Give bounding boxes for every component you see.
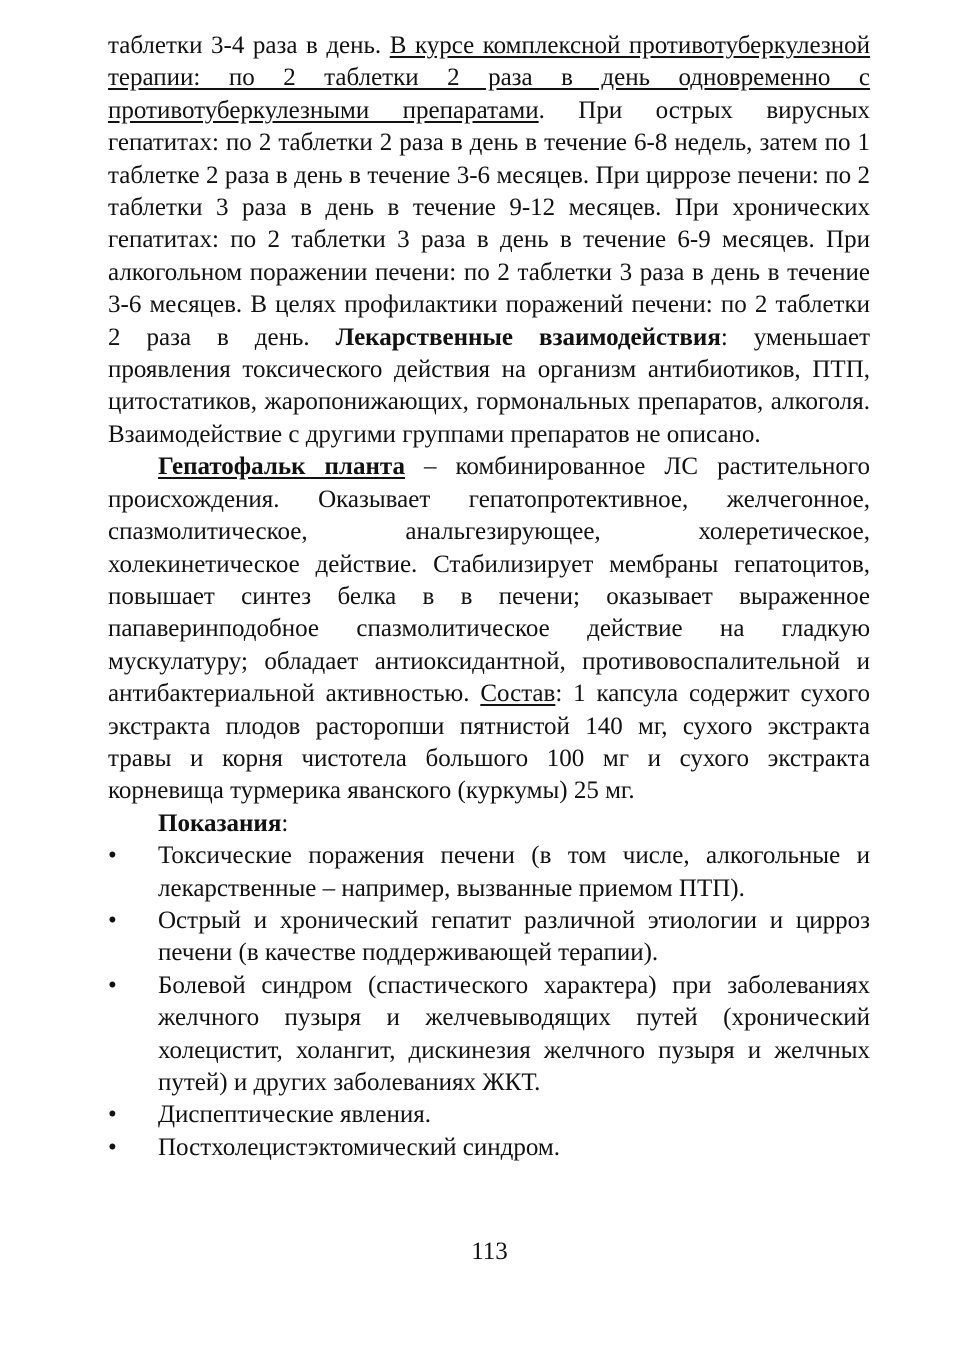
- list-item: [108, 905, 870, 970]
- composition-label: Состав: [480, 680, 556, 708]
- list-item-text: Острый и хронический гепатит различной этиологии и цирроз печени (в качестве поддерживающей терапии).: [158, 906, 870, 967]
- composition-text: : 1 капсула содержит сухого экстракта плодов расторопши пятнистой 140 мг, сухого экстракта травы и корня чистотела большого 100 мг и сухого экстракта корневища турмерика яванского (куркумы) 25 мг.: [108, 680, 870, 805]
- list-item: [108, 970, 870, 1100]
- drug-interactions-text: : уменьшает проявления токсического действия на организм антибиотиков, ПТП, цитостатиков, жаропонижающих, гормональных препаратов, алкоголя. Взаимодействие с другими группами препаратов не описано.: [108, 323, 871, 448]
- indications-list: [108, 840, 870, 1164]
- tb-therapy-underlined: В курсе комплексной противотуберкулезной терапии: по 2 таблетки 2 раза в день одновременно с противотуберкулезными препаратами: [108, 32, 870, 124]
- paragraph-dosage: [108, 30, 870, 451]
- bullet-icon: •: [108, 1133, 117, 1161]
- drug-interactions-heading: Лекарственные взаимодействия: [335, 323, 721, 351]
- indications-heading-text: Показания: [158, 809, 282, 837]
- bullet-icon: •: [108, 906, 117, 934]
- list-item-text: Постхолецистэктомический синдром.: [158, 1133, 560, 1161]
- indications-heading: [108, 808, 870, 840]
- drug-name-text: Гепатофальк планта: [158, 453, 405, 481]
- bullet-icon: •: [108, 1101, 117, 1129]
- indications-colon: :: [281, 809, 289, 837]
- bullet-icon: •: [108, 842, 117, 870]
- drug-description: – комбинированное ЛС растительного происхождения. Оказывает гепатопротективное, желчегонное, спазмолитическое, анальгезирующее, холеретическое, холекинетическое действие. Стабилизирует мембраны гепатоцитов, повышает синтез белка в в печени; оказывает выраженное папаверинподобное спазмолитическое действие на гладкую мускулатуру; обладает антиоксидантной, противовоспалительной и антибактериальной активностью.: [108, 453, 870, 708]
- document-page: [108, 30, 870, 1164]
- dosage-text-2: . При острых вирусных гепатитах: по 2 таблетки 2 раза в день в течение 6-8 недель, затем по 1 таблетке 2 раза в день в течение 3-6 месяцев. При циррозе печени: по 2 таблетки 3 раза в день в течение 9-12 месяцев. При хронических гепатитах: по 2 таблетки 3 раза в день в течение 6-9 месяцев. При алкогольном поражении печени: по 2 таблетки 3 раза в день в течение 3-6 месяцев. В целях профилактики поражений печени: по 2 таблетки 2 раза в день.: [108, 96, 870, 351]
- bullet-icon: •: [108, 971, 117, 999]
- list-item: [108, 1132, 870, 1164]
- list-item-text: Диспептические явления.: [158, 1101, 431, 1129]
- page-number: 113: [471, 1238, 508, 1265]
- dosage-text-1: таблетки 3-4 раза в день.: [108, 32, 390, 59]
- list-item: [108, 1099, 870, 1131]
- drug-name-heading: [158, 453, 405, 480]
- list-item-text: Болевой синдром (спастического характера) при заболеваниях желчного пузыря и желчевыводящих путей (хронический холецистит, холангит, дискинезия желчного пузыря и желчных путей) и других заболеваниях ЖКТ.: [158, 971, 870, 1096]
- paragraph-hepatofalk: [108, 451, 870, 807]
- list-item-text: Токсические поражения печени (в том числе, алкогольные и лекарственные – например, вызванные приемом ПТП).: [158, 842, 870, 902]
- list-item: [108, 840, 870, 905]
